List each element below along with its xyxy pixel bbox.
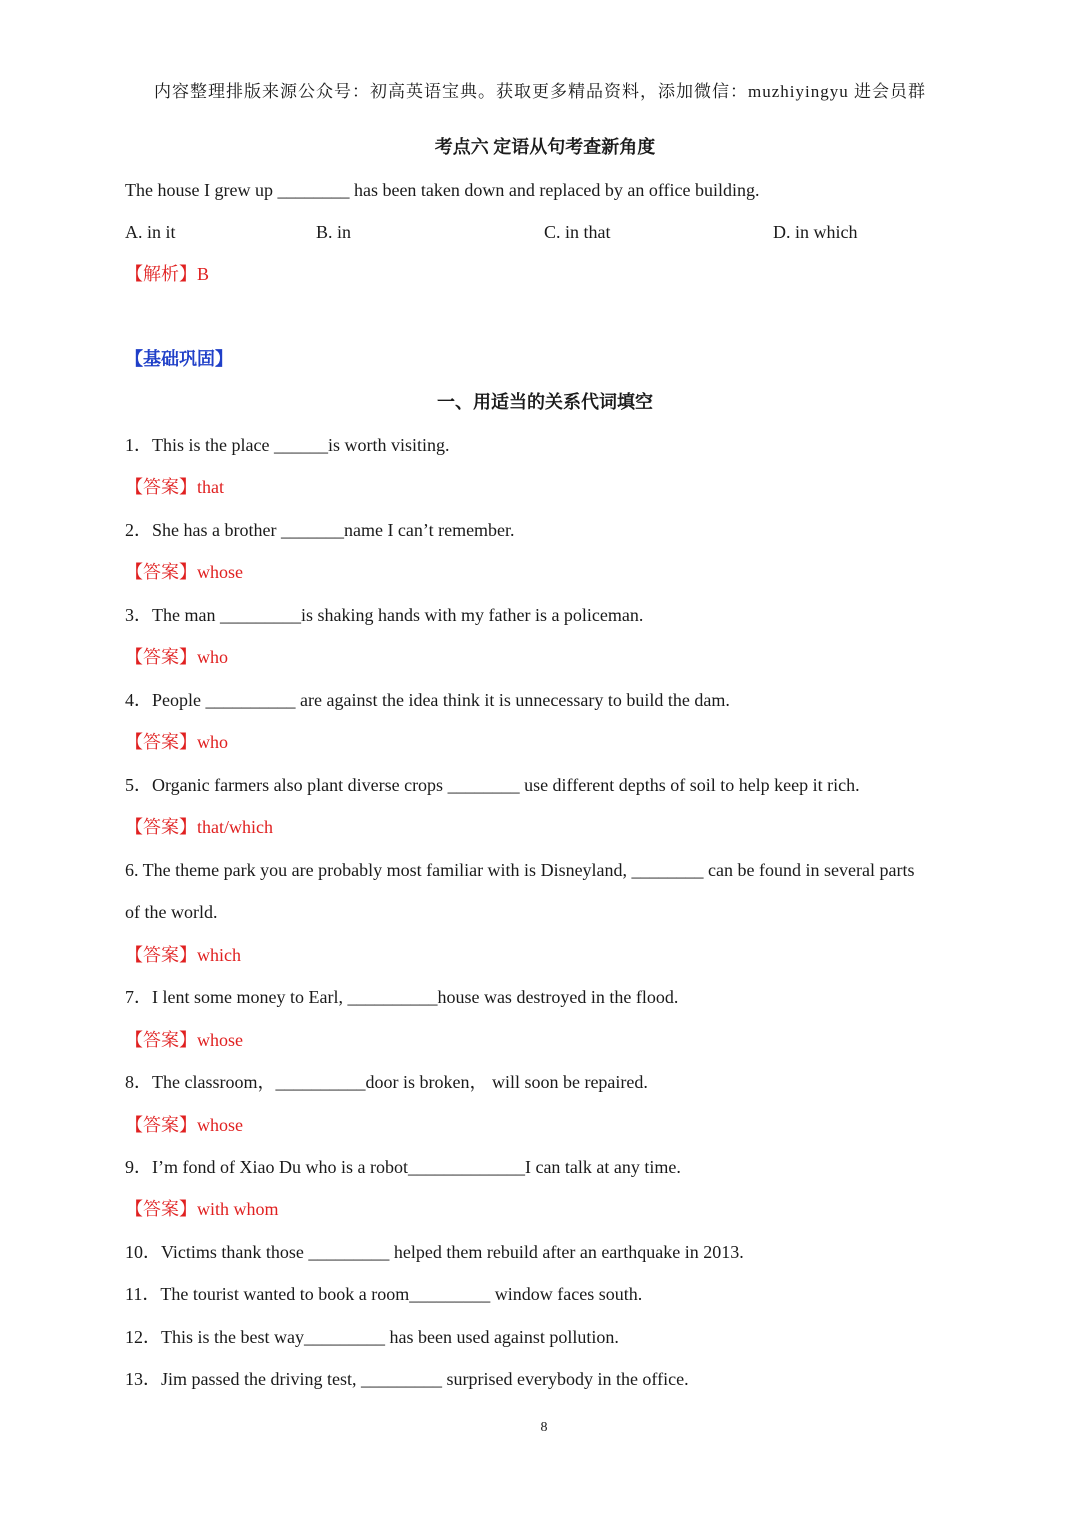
page-header: 内容整理排版来源公众号：初高英语宝典。获取更多精品资料，添加微信：muzhiyingyu 进会员群 [154, 82, 926, 101]
question-4: 4．People __________ are against the idea think it is unnecessary to build the dam. [125, 690, 730, 710]
consolidation-label: 【基础巩固】 [125, 349, 233, 369]
page-number: 8 [540, 1420, 548, 1435]
option-b: B. in [316, 222, 352, 242]
question-8: 8．The classroom，__________door is broken， will soon be repaired. [125, 1072, 648, 1092]
answer-6: 【答案】which [125, 945, 241, 965]
answer-4: 【答案】who [125, 732, 228, 752]
answer-5: 【答案】that/which [125, 817, 273, 837]
option-c: C. in that [544, 222, 611, 242]
question-9: 9．I’m fond of Xiao Du who is a robot_____________I can talk at any time. [125, 1157, 681, 1177]
answer-8: 【答案】whose [125, 1115, 243, 1135]
question-1: 1．This is the place ______is worth visiting. [125, 435, 450, 455]
question-13: 13．Jim passed the driving test, _________ surprised everybody in the office. [125, 1369, 689, 1389]
answer-3: 【答案】who [125, 647, 228, 667]
exercise-title: 一、用适当的关系代词填空 [437, 392, 653, 412]
section-title: 考点六 定语从句考查新角度 [434, 137, 656, 157]
question-11: 11．The tourist wanted to book a room_________ window faces south. [125, 1284, 643, 1304]
question-7: 7．I lent some money to Earl, __________house was destroyed in the flood. [125, 987, 679, 1007]
question-10: 10．Victims thank those _________ helped them rebuild after an earthquake in 2013. [125, 1242, 744, 1262]
question-5: 5．Organic farmers also plant diverse crops ________ use different depths of soil to help keep it rich. [125, 775, 860, 795]
option-a: A. in it [125, 222, 176, 242]
question-12: 12．This is the best way_________ has been used against pollution. [125, 1327, 619, 1347]
question-3: 3．The man _________is shaking hands with my father is a policeman. [125, 605, 644, 625]
question-6: 6. The theme park you are probably most familiar with is Disneyland, ________ can be found in several parts [125, 860, 915, 880]
question-6-continued: of the world. [125, 902, 218, 922]
example-analysis: 【解析】B [125, 264, 210, 284]
question-2: 2．She has a brother _______name I can’t remember. [125, 520, 515, 540]
example-question: The house I grew up ________ has been taken down and replaced by an office building. [125, 180, 760, 200]
answer-2: 【答案】whose [125, 562, 243, 582]
answer-7: 【答案】whose [125, 1030, 243, 1050]
option-d: D. in which [773, 222, 858, 242]
answer-9: 【答案】with whom [125, 1199, 279, 1219]
answer-1: 【答案】that [125, 477, 224, 497]
